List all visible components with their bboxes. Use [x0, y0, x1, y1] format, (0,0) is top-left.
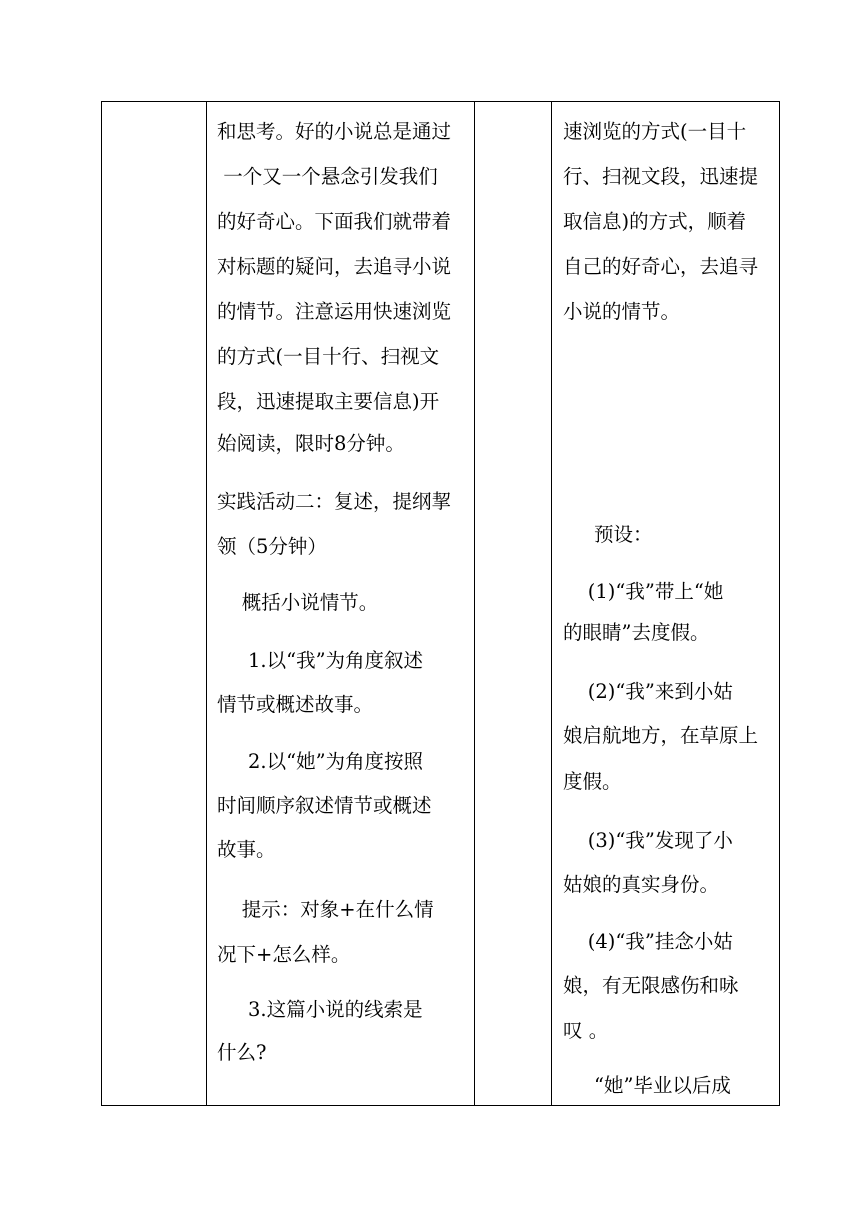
question-item: 1.以“我”为角度叙述 [217, 649, 424, 672]
text-line: 段，迅速提取主要信息)开 [217, 390, 440, 413]
text-line: 和思考。好的小说总是通过 [217, 120, 452, 143]
text-line: 取信息)的方式，顺着 [563, 210, 747, 233]
student-activity-cell [554, 102, 778, 1105]
preset-label: 预设： [563, 523, 653, 546]
text-line: 的情节。注意运用快速浏览 [217, 300, 452, 323]
text-line: 小说的情节。 [563, 300, 681, 323]
hint-text: 况下+怎么样。 [217, 943, 351, 966]
question-item: 2.以“她”为角度按照 [217, 750, 424, 773]
text-line: 对标题的疑问，去追寻小说 [217, 255, 452, 278]
text-line: 始阅读，限时8分钟。 [217, 432, 405, 455]
preset-item: “她”毕业以后成 [563, 1074, 731, 1097]
hint-text: 提示：对象+在什么情 [217, 898, 434, 921]
column-divider-3 [551, 102, 552, 1105]
text-line: 的方式(一目十行、扫视文 [217, 345, 440, 368]
question-item: 情节或概述故事。 [217, 693, 374, 716]
preset-item: (3)“我”发现了小 [563, 829, 733, 852]
text-line: 一个又一个悬念引发我们 [217, 165, 438, 188]
text-line: 行、扫视文段，迅速提 [563, 165, 759, 188]
preset-item: 的眼睛”去度假。 [563, 621, 710, 644]
text-line: 的好奇心。下面我们就带着 [217, 210, 452, 233]
text-line: 自己的好奇心，去追寻 [563, 255, 759, 278]
section-heading: 领（5分钟） [217, 535, 327, 558]
preset-item: (4)“我”挂念小姑 [563, 930, 733, 953]
section-heading: 实践活动二：复述，提纲挈 [217, 490, 452, 513]
question-item: 时间顺序叙述情节或概述 [217, 794, 432, 817]
preset-item: 叹 。 [563, 1019, 609, 1042]
preset-item: 姑娘的真实身份。 [563, 873, 720, 896]
lesson-plan-table [101, 101, 780, 1106]
column-divider-2 [474, 102, 475, 1105]
question-item: 故事。 [217, 838, 276, 861]
question-item: 什么? [217, 1041, 267, 1064]
preset-item: (2)“我”来到小姑 [563, 680, 733, 703]
teacher-activity-cell [208, 102, 474, 1105]
column-divider-1 [206, 102, 207, 1105]
preset-item: 娘启航地方，在草原上 [563, 724, 759, 747]
preset-item: (1)“我”带上“她 [563, 580, 724, 603]
text-line: 速浏览的方式(一目十 [563, 120, 747, 143]
question-item: 3.这篇小说的线索是 [217, 998, 423, 1021]
preset-item: 娘，有无限感伤和咏 [563, 974, 739, 997]
text-line: 概括小说情节。 [217, 591, 379, 614]
preset-item: 度假。 [563, 770, 622, 793]
